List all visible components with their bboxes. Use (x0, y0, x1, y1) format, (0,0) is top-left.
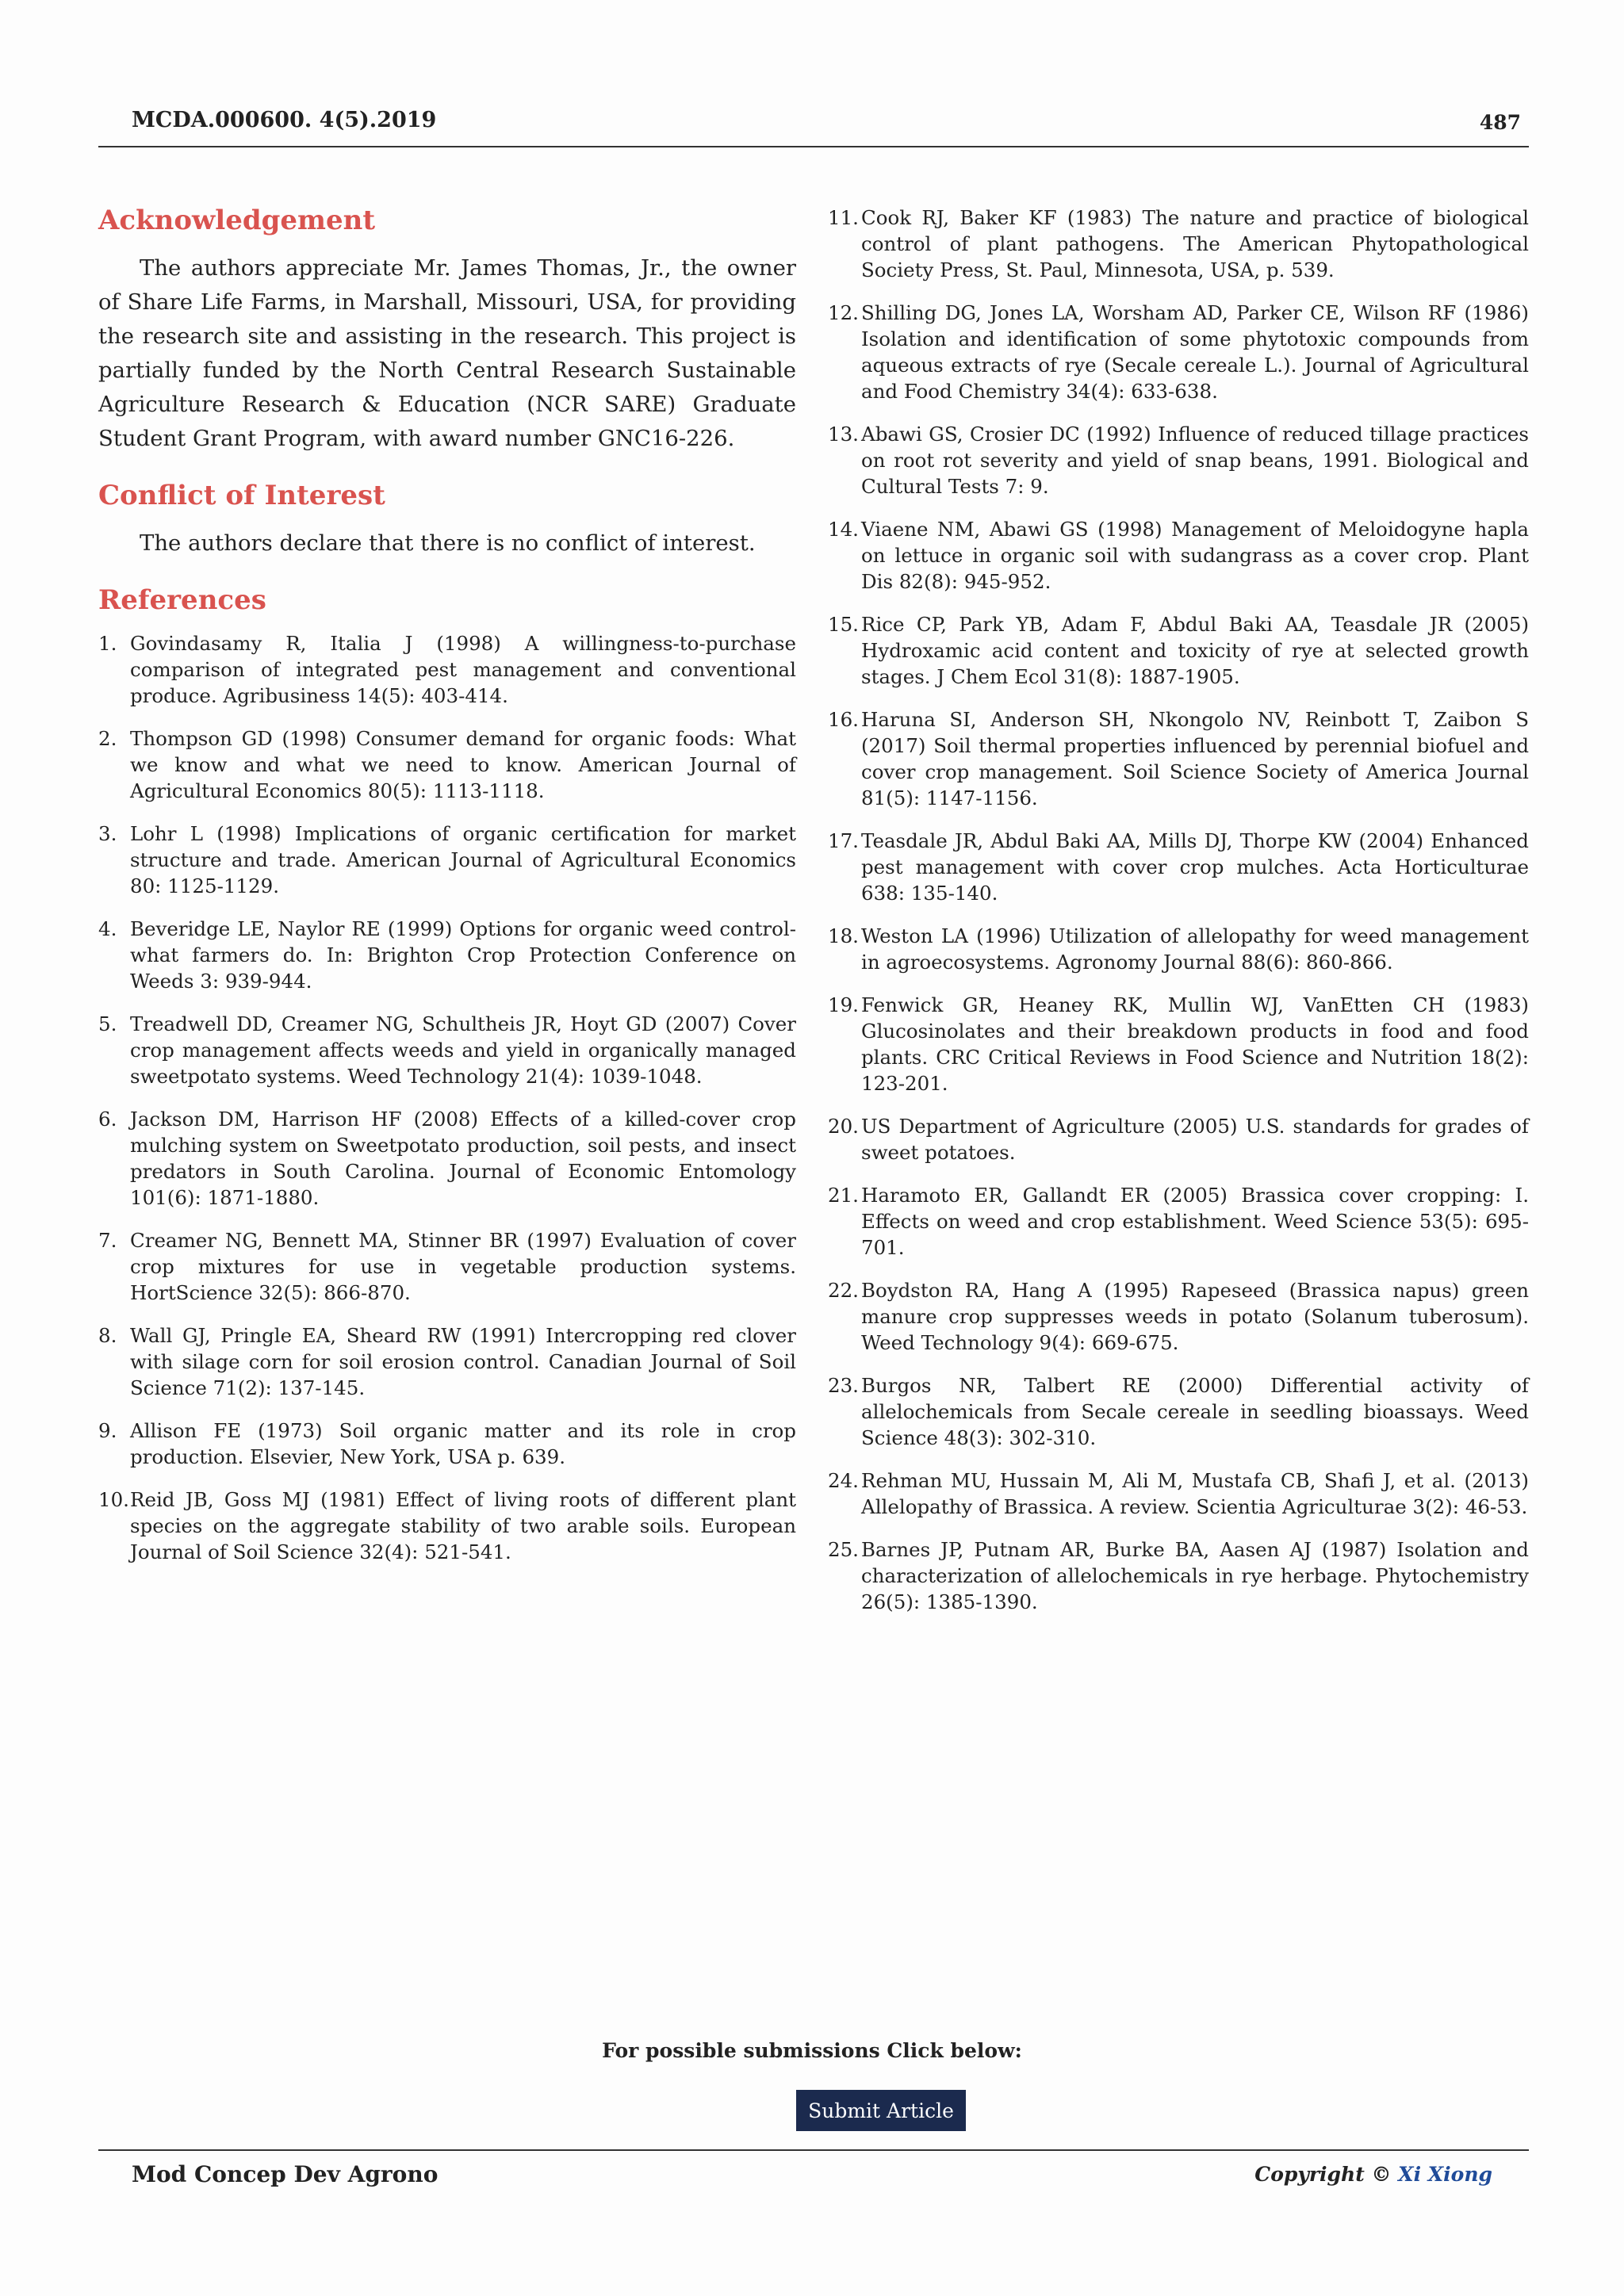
reference-text: Boydston RA, Hang A (1995) Rapeseed (Brassica napus) green manure crop suppresses weeds in potato (Solanum tuberosum). Weed Technology 9(4): 669-675. (861, 1279, 1529, 1354)
reference-text: Reid JB, Goss MJ (1981) Effect of living roots of different plant species on the aggregate stability of two arable soils. European Journal of Soil Science 32(4): 521-541. (130, 1488, 796, 1564)
conflict-text: The authors declare that there is no conflict of interest. (140, 530, 756, 556)
reference-number: 23. (828, 1374, 859, 1397)
reference-number: 5. (98, 1012, 117, 1036)
reference-item (98, 1487, 796, 1565)
reference-item (98, 1011, 796, 1089)
reference-text: Treadwell DD, Creamer NG, Schultheis JR, Hoyt GD (2007) Cover crop management affects weeds and yield in organically managed sweetpotato systems. Weed Technology 21(4): 1039-1048. (130, 1012, 796, 1089)
reference-number: 10. (98, 1488, 129, 1512)
reference-item (828, 1113, 1529, 1165)
reference-number: 12. (828, 301, 859, 324)
reference-text: Viaene NM, Abawi GS (1998) Management of Meloidogyne hapla on lettuce in organic soil with sudangrass as a cover crop. Plant Dis 82(8): 945-952. (861, 518, 1529, 593)
reference-number: 19. (828, 993, 859, 1016)
submission-prompt: For possible submissions Click below: (602, 2039, 1022, 2062)
reference-item (828, 923, 1529, 975)
reference-number: 20. (828, 1115, 859, 1138)
page-header (98, 108, 1529, 147)
copyright-author-link[interactable]: Xi Xiong (1398, 2163, 1492, 2186)
journal-code: MCDA.000600. 4(5).2019 (132, 108, 437, 132)
submit-article-button[interactable]: Submit Article (796, 2090, 966, 2131)
reference-text: Abawi GS, Crosier DC (1992) Influence of reduced tillage practices on root rot severity and yield of snap beans, 1991. Biological and Cultural Tests 7: 9. (861, 423, 1529, 498)
acknowledgement-text: The authors appreciate Mr. James Thomas, Jr., the owner of Share Life Farms, in Marshall, Missouri, USA, for providing the research site and assisting in the research. This project is partially funded by the North Central Research Sustainable Agriculture Research & Education (NCR SARE) Graduate Student Grant Program, with award number GNC16-226. (98, 254, 796, 451)
reference-number: 14. (828, 518, 859, 541)
reference-number: 3. (98, 822, 117, 846)
reference-item (98, 916, 796, 994)
page-number: 487 (1479, 111, 1521, 134)
reference-text: Teasdale JR, Abdul Baki AA, Mills DJ, Thorpe KW (2004) Enhanced pest management with cover crop mulches. Acta Horticulturae 638: 135-140. (861, 829, 1529, 905)
reference-item (98, 1227, 796, 1306)
reference-item (98, 630, 796, 709)
reference-number: 2. (98, 727, 117, 751)
reference-item (828, 828, 1529, 906)
reference-text: Thompson GD (1998) Consumer demand for organic foods: What we know and what we need to know. American Journal of Agricultural Economics 80(5): 1113-1118. (130, 727, 796, 803)
reference-text: Jackson DM, Harrison HF (2008) Effects of a killed-cover crop mulching system on Sweetpotato production, soil pests, and insect predators in South Carolina. Journal of Economic Entomology 101(6): 1871-1880. (130, 1108, 796, 1210)
reference-number: 21. (828, 1184, 859, 1207)
reference-text: Wall GJ, Pringle EA, Sheard RW (1991) Intercropping red clover with silage corn for soil erosion control. Canadian Journal of Soil Science 71(2): 137-145. (130, 1324, 796, 1400)
reference-item (828, 1468, 1529, 1520)
reference-item (828, 1182, 1529, 1261)
reference-text: Govindasamy R, Italia J (1998) A willingness-to-purchase comparison of integrated pest management and conventional produce. Agribusiness 14(5): 403-414. (130, 632, 796, 708)
reference-item (98, 821, 796, 899)
acknowledgement-heading: Acknowledgement (98, 205, 376, 236)
reference-number: 15. (828, 613, 859, 636)
footer-journal: Mod Concep Dev Agrono (132, 2161, 439, 2187)
reference-text: Weston LA (1996) Utilization of allelopathy for weed management in agroecosystems. Agronomy Journal 88(6): 860-866. (861, 924, 1529, 974)
reference-number: 24. (828, 1469, 859, 1492)
reference-item (828, 421, 1529, 499)
reference-number: 9. (98, 1419, 117, 1443)
reference-item (98, 1106, 796, 1211)
reference-number: 13. (828, 423, 859, 446)
reference-text: Barnes JP, Putnam AR, Burke BA, Aasen AJ (1987) Isolation and characterization of allelochemicals in rye herbage. Phytochemistry 26(5): 1385-1390. (861, 1538, 1529, 1613)
reference-list-left (98, 630, 796, 1565)
reference-number: 25. (828, 1538, 859, 1561)
reference-number: 8. (98, 1324, 117, 1348)
reference-text: Allison FE (1973) Soil organic matter and its role in crop production. Elsevier, New York, USA p. 639. (130, 1419, 796, 1469)
reference-item (828, 516, 1529, 595)
reference-text: Cook RJ, Baker KF (1983) The nature and practice of biological control of plant pathogens. The American Phytopathological Society Press, St. Paul, Minnesota, USA, p. 539. (861, 206, 1529, 281)
reference-text: Beveridge LE, Naylor RE (1999) Options for organic weed control-what farmers do. In: Brighton Crop Protection Conference on Weeds 3: 939-944. (130, 917, 796, 993)
reference-item (828, 611, 1529, 690)
reference-item (828, 205, 1529, 283)
references-heading: References (98, 584, 266, 616)
reference-item (828, 706, 1529, 811)
footer-divider (98, 2149, 1529, 2151)
reference-text: Fenwick GR, Heaney RK, Mullin WJ, VanEtten CH (1983) Glucosinolates and their breakdown products in food and food plants. CRC Critical Reviews in Food Science and Nutrition 18(2): 123-201. (861, 993, 1529, 1095)
copyright-label: Copyright © (1254, 2163, 1392, 2186)
footer-copyright (1254, 2163, 1492, 2186)
reference-item (828, 300, 1529, 404)
reference-number: 16. (828, 708, 859, 731)
left-column (98, 205, 796, 1582)
reference-item (828, 1277, 1529, 1356)
reference-number: 1. (98, 632, 117, 656)
reference-item (98, 1418, 796, 1470)
reference-item (828, 992, 1529, 1096)
reference-number: 22. (828, 1279, 859, 1302)
reference-text: Creamer NG, Bennett MA, Stinner BR (1997) Evaluation of cover crop mixtures for use in vegetable production systems. HortScience 32(5): 866-870. (130, 1229, 796, 1305)
reference-item (828, 1372, 1529, 1451)
reference-text: Shilling DG, Jones LA, Worsham AD, Parker CE, Wilson RF (1986) Isolation and identification of some phytotoxic compounds from aqueous extracts of rye (Secale cereale L.). Journal of Agricultural and Food Chemistry 34(4): 633-638. (861, 301, 1529, 403)
reference-number: 17. (828, 829, 859, 852)
reference-text: Haramoto ER, Gallandt ER (2005) Brassica cover cropping: I. Effects on weed and crop establishment. Weed Science 53(5): 695-701. (861, 1184, 1529, 1259)
conflict-heading: Conflict of Interest (98, 479, 385, 511)
reference-text: Rice CP, Park YB, Adam F, Abdul Baki AA, Teasdale JR (2005) Hydroxamic acid content and toxicity of rye at selected growth stages. J Chem Ecol 31(8): 1887-1905. (861, 613, 1529, 688)
reference-text: Haruna SI, Anderson SH, Nkongolo NV, Reinbott T, Zaibon S (2017) Soil thermal properties influenced by perennial biofuel and cover crop management. Soil Science Society of America Journal 81(5): 1147-1156. (861, 708, 1529, 809)
reference-number: 11. (828, 206, 859, 229)
reference-item (828, 1536, 1529, 1615)
reference-text: Rehman MU, Hussain M, Ali M, Mustafa CB, Shafi J, et al. (2013) Allelopathy of Brassica. A review. Scientia Agriculturae 3(2): 46-53. (861, 1469, 1529, 1518)
reference-number: 4. (98, 917, 117, 941)
reference-number: 7. (98, 1229, 117, 1253)
reference-number: 18. (828, 924, 859, 947)
reference-text: Lohr L (1998) Implications of organic certification for market structure and trade. American Journal of Agricultural Economics 80: 1125-1129. (130, 822, 796, 898)
right-column (828, 205, 1529, 1632)
reference-text: Burgos NR, Talbert RE (2000) Differential activity of allelochemicals from Secale cereale in seedling bioassays. Weed Science 48(3): 302-310. (861, 1374, 1529, 1449)
reference-list-right (828, 205, 1529, 1615)
reference-number: 6. (98, 1108, 117, 1131)
reference-item (98, 1322, 796, 1401)
reference-item (98, 725, 796, 804)
reference-text: US Department of Agriculture (2005) U.S. standards for grades of sweet potatoes. (861, 1115, 1529, 1164)
